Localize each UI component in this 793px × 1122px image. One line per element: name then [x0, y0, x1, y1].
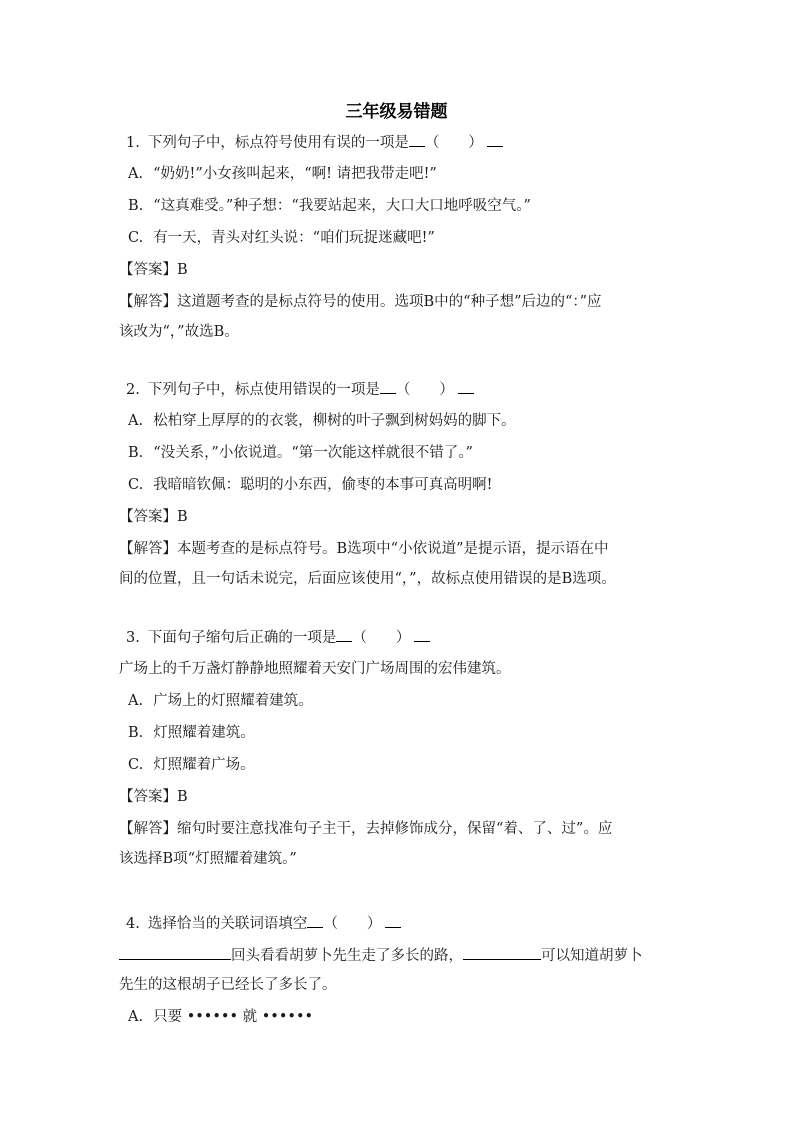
question-3-sentence: 广场上的千万盏灯静静地照耀着天安门广场周围的宏伟建筑。 [119, 661, 511, 677]
question-2-stem: 2. 下列句子中，标点使用错误的一项是 （ ） [126, 379, 474, 400]
question-3-explanation-cont: 该选择B项“灯照耀着建筑。” [119, 851, 297, 867]
question-4-sentence: 回头看看胡萝卜先生走了多长的路， 可以知道胡萝卜 [119, 945, 643, 966]
question-1-answer: 【答案】B [119, 262, 188, 278]
question-2-explanation: 【解答】本题考查的是标点符号。B选项中“小依说道”是提示语，提示语在中 [119, 541, 609, 557]
question-1-stem: 1. 下列句子中，标点符号使用有误的一项是 （ ） [126, 132, 503, 153]
question-2-answer: 【答案】B [119, 509, 188, 525]
question-3-option-b: B. 灯照耀着建筑。 [128, 725, 255, 741]
question-3-explanation: 【解答】缩句时要注意找准句子主干，去掉修饰成分，保留“着、了、过”。应 [119, 821, 613, 837]
answer-blank [307, 913, 323, 928]
fill-blank-2[interactable] [463, 945, 541, 960]
question-1-option-a: A. “奶奶!”小女孩叫起来，“啊! 请把我带走吧!” [128, 166, 437, 182]
question-2-option-c: C. 我暗暗钦佩：聪明的小东西，偷枣的本事可真高明啊! [128, 477, 493, 493]
question-2-option-b: B. “没关系，”小依说道。“第一次能这样就很不错了。” [128, 445, 473, 461]
answer-blank [414, 627, 430, 642]
answer-blank [336, 627, 352, 642]
question-2-explanation-cont: 间的位置，且一句话未说完，后面应该使用“，”，故标点使用错误的是B选项。 [119, 571, 616, 587]
question-4-sentence-cont: 先生的这根胡子已经长了多长了。 [119, 977, 337, 993]
question-1-explanation: 【解答】这道题考查的是标点符号的使用。选项B中的“种子想”后边的“：”应 [119, 294, 602, 310]
question-4-option-a: A. 只要 •••••• 就 •••••• [128, 1009, 314, 1025]
question-3-option-a: A. 广场上的灯照耀着建筑。 [128, 693, 313, 709]
answer-blank [385, 913, 401, 928]
answer-blank [458, 379, 474, 394]
question-1-explanation-cont: 该改为“，”故选B。 [119, 324, 239, 340]
question-1-option-c: C. 有一天，青头对红头说：“咱们玩捉迷藏吧!” [128, 230, 435, 246]
question-3-option-c: C. 灯照耀着广场。 [128, 757, 255, 773]
question-1-option-b: B. “这真难受。”种子想：“我要站起来，大口大口地呼吸空气。” [128, 198, 531, 214]
question-3-answer: 【答案】B [119, 789, 188, 805]
answer-blank [487, 132, 503, 147]
question-3-stem: 3. 下面句子缩句后正确的一项是 （ ） [126, 627, 430, 648]
answer-blank [380, 379, 396, 394]
fill-blank-1[interactable] [119, 945, 231, 960]
question-2-option-a: A. 松柏穿上厚厚的的衣裳，柳树的叶子飘到树妈妈的脚下。 [128, 413, 516, 429]
page-title: 三年级易错题 [345, 102, 448, 122]
answer-blank [409, 132, 425, 147]
question-4-stem: 4. 选择恰当的关联词语填空 （ ） [126, 913, 401, 934]
